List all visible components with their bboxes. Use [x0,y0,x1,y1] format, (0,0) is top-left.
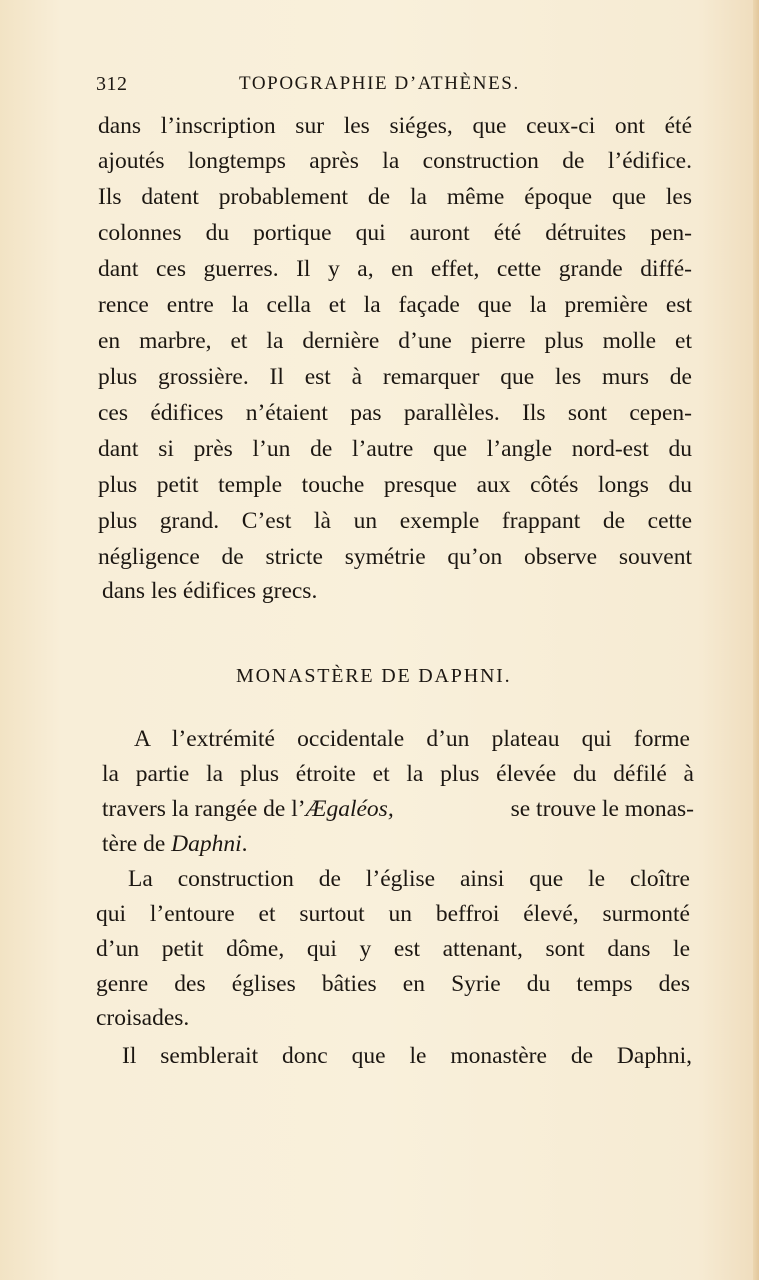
place-name: Daphni [171,831,242,857]
text-line: ces édifices n’étaient pas parallèles. Ils sont cepen- [98,400,692,426]
running-title: TOPOGRAPHIE D’ATHÈNES. [239,73,520,94]
text-line: croisades. [96,1005,190,1031]
text-line [102,829,248,859]
page-header [96,73,696,103]
text-span: travers la rangée de l’ [102,796,306,822]
text-line: ajoutés longtemps après la construction de l’édifice. [98,148,692,174]
text-line: qui l’entoure et surtout un beffroi élevé, surmonté [96,901,690,927]
text-line: négligence de stricte symétrie qu’on observe souvent [98,544,692,570]
page-number: 312 [96,73,128,95]
text-line: plus petit temple touche presque aux côtés longs du [98,472,692,498]
text-line: en marbre, et la dernière d’une pierre plus molle et [98,328,692,354]
text-line: dans les édifices grecs. [102,578,318,604]
text-line: La construction de l’église ainsi que le cloître [128,866,690,892]
text-line: Il semblerait donc que le monastère de Daphni, [122,1043,692,1069]
text-span: . [241,831,248,857]
text-line: la partie la plus étroite et la plus élevée du défilé à [102,761,694,787]
text-span: se trouve le monas- [510,796,694,822]
text-line: rence entre la cella et la façade que la première est [98,292,692,318]
text-line: colonnes du portique qui auront été détruites pen- [98,220,692,246]
text-line: dant ces guerres. Il y a, en effet, cette grande diffé- [98,256,692,282]
text-line: A l’extrémité occidentale d’un plateau qui forme [134,726,690,752]
text-line: plus grand. C’est là un exemple frappant de cette [98,508,692,534]
text-line: d’un petit dôme, qui y est attenant, sont dans le [96,936,690,962]
place-name: Ægaléos, [305,796,394,822]
section-title: MONASTÈRE DE DAPHNI. [236,665,512,687]
text-line: plus grossière. Il est à remarquer que les murs de [98,364,692,390]
text-span: tère de [102,831,172,857]
text-line: dans l’inscription sur les siéges, que ceux-ci ont été [98,113,692,139]
page-edge [753,0,759,1280]
text-line: Ils datent probablement de la même époque que les [98,184,692,210]
text-line [102,794,694,824]
text-line: dant si près l’un de l’autre que l’angle nord-est du [98,436,692,462]
text-line: genre des églises bâties en Syrie du temps des [96,971,690,997]
